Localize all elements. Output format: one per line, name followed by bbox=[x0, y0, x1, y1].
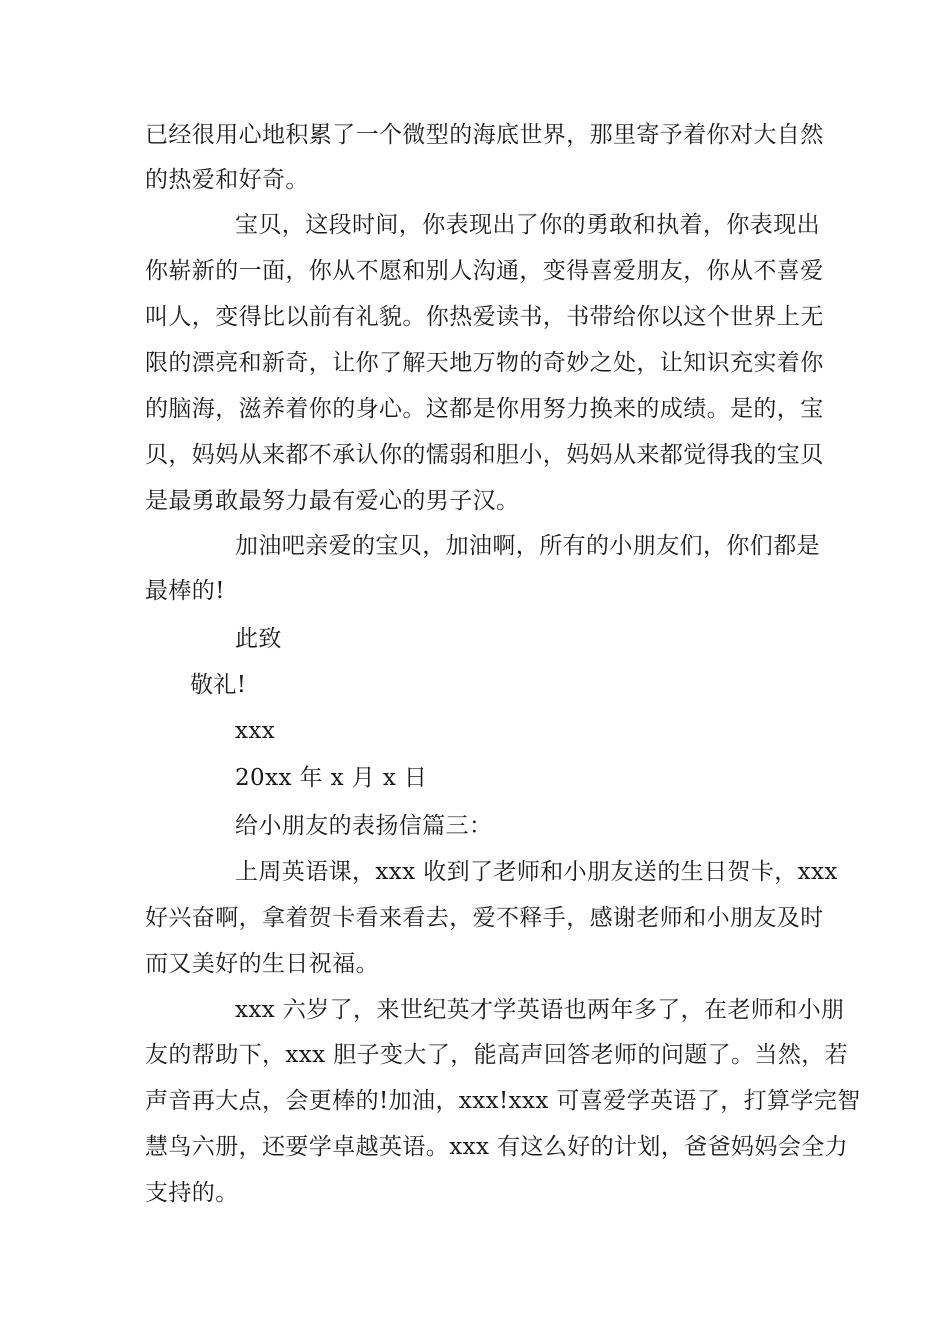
body-text-line: 已经很用心地积累了一个微型的海底世界，那里寄予着你对大自然 bbox=[145, 122, 824, 148]
body-text-line: 友的帮助下，xxx 胆子变大了，能高声回答老师的问题了。当然，若 bbox=[145, 1042, 849, 1068]
section-heading: 给小朋友的表扬信篇三： bbox=[235, 813, 493, 839]
signature-date: 20xx 年 x 月 x 日 bbox=[235, 765, 428, 791]
closing-regards: 敬礼! bbox=[190, 672, 247, 698]
body-text-line: 贝，妈妈从来都不承认你的懦弱和胆小，妈妈从来都觉得我的宝贝 bbox=[145, 442, 824, 468]
body-text-line: 而又美好的生日祝福。 bbox=[145, 951, 379, 977]
body-text-line: 声音再大点，会更棒的!加油，xxx!xxx 可喜爱学英语了，打算学完智 bbox=[145, 1088, 861, 1114]
body-text-line: 的热爱和好奇。 bbox=[145, 167, 309, 193]
body-text-line: 限的漂亮和新奇，让你了解天地万物的奇妙之处，让知识充实着你 bbox=[145, 350, 824, 376]
closing-salutation: 此致 bbox=[235, 626, 282, 652]
body-text-line: 你崭新的一面，你从不愿和别人沟通，变得喜爱朋友，你从不喜爱 bbox=[145, 258, 824, 284]
paragraph-start-line: 加油吧亲爱的宝贝，加油啊，所有的小朋友们，你们都是 bbox=[235, 533, 820, 559]
body-text-line: 好兴奋啊，拿着贺卡看来看去，爱不释手，感谢老师和小朋友及时 bbox=[145, 905, 824, 931]
body-text-line: 慧鸟六册，还要学卓越英语。xxx 有这么好的计划，爸爸妈妈会全力 bbox=[145, 1134, 849, 1160]
paragraph-start-line: xxx 六岁了，来世纪英才学英语也两年多了，在老师和小朋 bbox=[235, 997, 845, 1023]
body-text-line: 的脑海，滋养着你的身心。这都是你用努力换来的成绩。是的，宝 bbox=[145, 396, 824, 422]
body-text-line: 最棒的! bbox=[145, 578, 225, 604]
body-text-line: 是最勇敢最努力最有爱心的男子汉。 bbox=[145, 488, 520, 514]
paragraph-start-line: 上周英语课，xxx 收到了老师和小朋友送的生日贺卡，xxx bbox=[235, 859, 838, 885]
body-text-line: 叫人，变得比以前有礼貌。你热爱读书，书带给你以这个世界上无 bbox=[145, 304, 824, 330]
paragraph-start-line: 宝贝，这段时间，你表现出了你的勇敢和执着，你表现出 bbox=[235, 212, 820, 238]
body-text-line: 支持的。 bbox=[145, 1180, 239, 1206]
signature-name: xxx bbox=[235, 718, 276, 744]
